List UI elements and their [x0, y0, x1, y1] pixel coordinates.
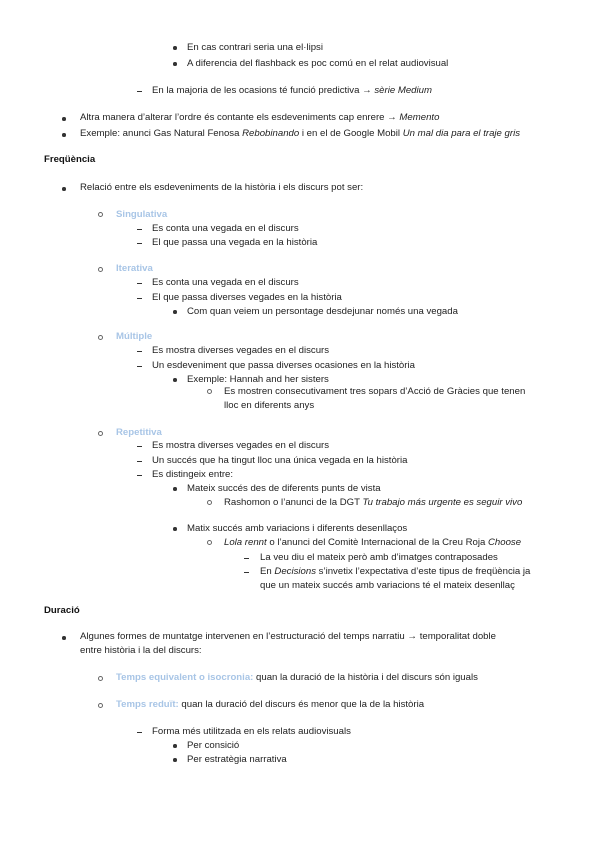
- list-item: Rashomon o l’anunci de la DGT Tu trabajo más urgente es seguir vivo: [224, 497, 523, 508]
- dash-marker: [137, 351, 142, 352]
- bullet-marker: [173, 62, 177, 66]
- list-item-continuation: que un mateix succés amb variacions té el mateix desenllaç: [260, 580, 515, 591]
- dash-marker: [244, 558, 249, 559]
- list-item: Exemple: anunci Gas Natural Fenosa Rebobinando i en el de Google Mobil Un mal dia para el traje gris: [80, 128, 520, 139]
- list-item-continuation: entre història i la del discurs:: [80, 645, 202, 656]
- list-item: Algunes formes de muntatge intervenen en l’estructuració del temps narratiu → temporalitat doble: [80, 631, 496, 642]
- bullet-marker: [173, 310, 177, 314]
- subsection-title: Singulativa: [116, 209, 168, 220]
- dash-marker: [137, 91, 142, 92]
- bullet-marker: [173, 46, 177, 50]
- bullet-marker: [173, 487, 177, 491]
- circle-marker: [207, 389, 212, 394]
- bullet-marker: [173, 527, 177, 531]
- list-item: En cas contrari seria una el·lipsi: [187, 42, 323, 53]
- section-heading-frequencia: Freqüència: [44, 154, 96, 165]
- circle-marker: [98, 431, 103, 436]
- list-item: Es distingeix entre:: [152, 469, 234, 480]
- dash-marker: [137, 243, 142, 244]
- list-item: Es mostra diverses vegades en el discurs: [152, 345, 330, 356]
- dash-marker: [137, 298, 142, 299]
- list-item: Relació entre els esdeveniments de la història i els discurs pot ser:: [80, 182, 364, 193]
- bullet-marker: [173, 744, 177, 748]
- bullet-marker: [62, 187, 66, 191]
- list-item: Un esdeveniment que passa diverses ocasiones en la història: [152, 360, 415, 371]
- definition-term: Temps equivalent o isocronia:: [116, 672, 254, 683]
- bullet-marker: [173, 758, 177, 762]
- bullet-marker: [62, 133, 66, 137]
- list-item: Es conta una vegada en el discurs: [152, 223, 299, 234]
- list-item: Es conta una vegada en el discurs: [152, 277, 299, 288]
- dash-marker: [137, 229, 142, 230]
- list-item: Per consició: [187, 740, 240, 751]
- list-item: Temps equivalent o isocronia: quan la duració de la història i del discurs són iguals: [116, 672, 478, 683]
- bullet-marker: [62, 117, 66, 121]
- list-item: Es mostren consecutivament tres sopars d’Acció de Gràcies que tenen: [224, 386, 526, 397]
- list-item: Forma més utilitzada en els relats audiovisuals: [152, 726, 351, 737]
- dash-marker: [137, 732, 142, 733]
- list-item: Per estratègia narrativa: [187, 754, 287, 765]
- list-item: El que passa una vegada en la història: [152, 237, 318, 248]
- section-heading-duracio: Duració: [44, 605, 80, 616]
- dash-marker: [137, 461, 142, 462]
- circle-marker: [98, 676, 103, 681]
- list-item: En la majoria de les ocasions té funció predictiva → sèrie Medium: [152, 85, 432, 96]
- circle-marker: [98, 212, 103, 217]
- circle-marker: [98, 703, 103, 708]
- list-item: Un succés que ha tingut lloc una única vegada en la història: [152, 455, 408, 466]
- subsection-title: Iterativa: [116, 263, 153, 274]
- dash-marker: [137, 283, 142, 284]
- circle-marker: [207, 540, 212, 545]
- bullet-marker: [173, 378, 177, 382]
- subsection-title: Repetitiva: [116, 427, 162, 438]
- list-item: A diferencia del flashback es poc comú en el relat audiovisual: [187, 58, 449, 69]
- subsection-title: Múltiple: [116, 331, 153, 342]
- circle-marker: [98, 267, 103, 272]
- list-item: Temps reduït: quan la duració del discurs és menor que la de la història: [116, 699, 425, 710]
- circle-marker: [207, 500, 212, 505]
- dash-marker: [244, 572, 249, 573]
- list-item: El que passa diverses vegades en la història: [152, 292, 342, 303]
- list-item: Exemple: Hannah and her sisters: [187, 374, 329, 385]
- circle-marker: [98, 335, 103, 340]
- dash-marker: [137, 366, 142, 367]
- list-item: Com quan veiem un persontage desdejunar només una vegada: [187, 306, 458, 317]
- list-item: La veu diu el mateix però amb d’imatges contraposades: [260, 552, 498, 563]
- list-item: Lola rennt o l’anunci del Comitè Internacional de la Creu Roja Choose: [224, 537, 522, 548]
- list-item: Es mostra diverses vegades en el discurs: [152, 440, 330, 451]
- definition-term: Temps reduït:: [116, 699, 179, 710]
- bullet-marker: [62, 636, 66, 640]
- dash-marker: [137, 475, 142, 476]
- list-item: Matix succés amb variacions i diferents desenllaços: [187, 523, 408, 534]
- list-item: En Decisions s’invetix l’expectativa d’este tipus de freqüència ja: [260, 566, 531, 577]
- list-item: Altra manera d’alterar l’ordre és contante els esdeveniments cap enrere → Memento: [80, 112, 440, 123]
- list-item: Mateix succés des de diferents punts de vista: [187, 483, 381, 494]
- dash-marker: [137, 446, 142, 447]
- list-item-continuation: lloc en diferents anys: [224, 400, 315, 411]
